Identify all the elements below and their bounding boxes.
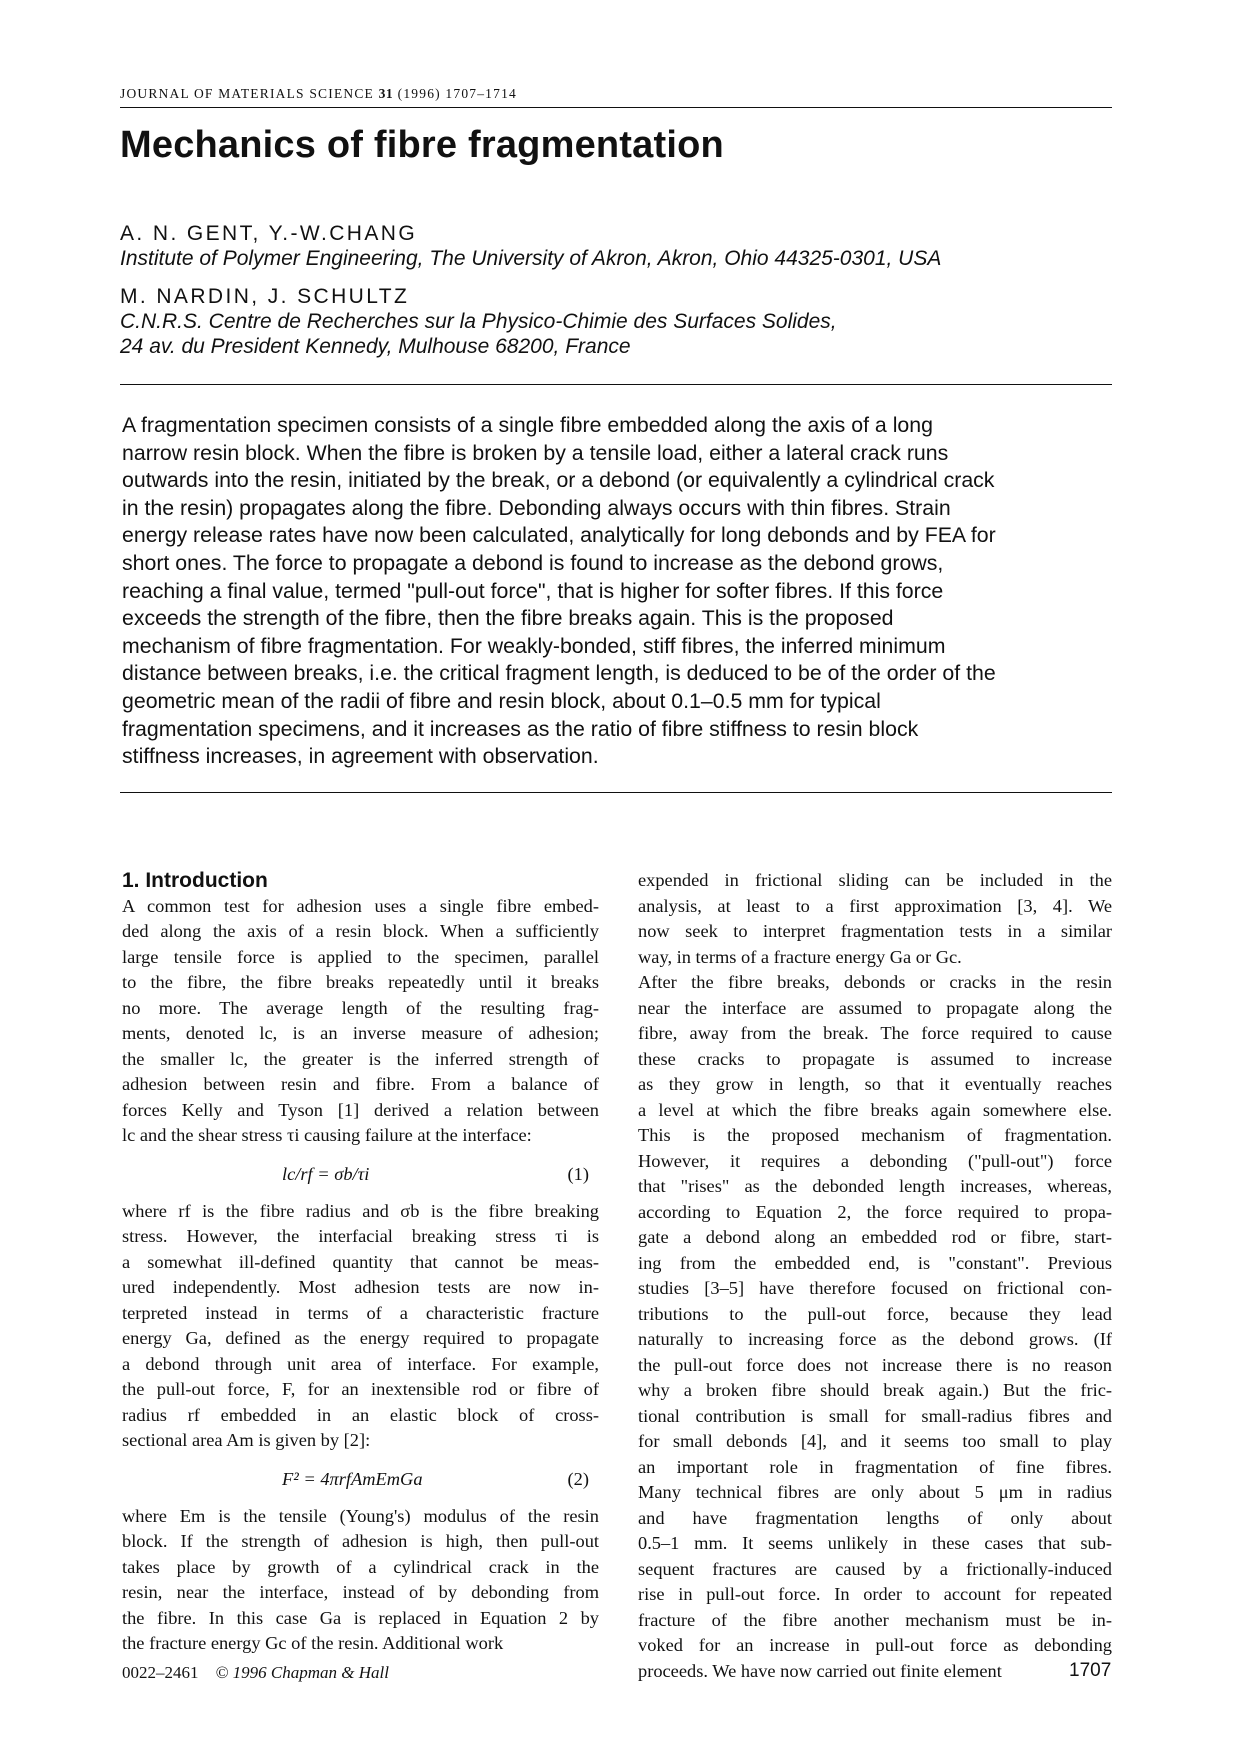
abstract-line: energy release rates have now been calculated, analytically for long debonds and by FEA for — [122, 523, 996, 548]
left-column — [122, 868, 599, 1657]
body-text-line: rise in pull-out force. In order to account for repeated — [638, 1584, 1112, 1604]
body-text-line: these cracks to propagate is assumed to increase — [638, 1048, 1112, 1069]
equation-1-expression: lc/rf = σb/τi — [282, 1163, 370, 1184]
footer-code: 0022–2461 — [122, 1663, 199, 1682]
body-text-line: sectional area Am is given by [2]: — [122, 1430, 371, 1450]
equation-1-number: (1) — [567, 1163, 589, 1184]
body-text-line: an important role in fragmentation of fine fibres. — [638, 1456, 1112, 1477]
body-text-line: Many technical fibres are only about 5 μm in radius — [638, 1482, 1112, 1502]
right-column — [638, 868, 1112, 1684]
journal-volume: 31 — [378, 86, 394, 101]
affiliation-1-line-1: Institute of Polymer Engineering, The University of Akron, Akron, Ohio 44325-0301, USA — [120, 247, 942, 270]
body-text-line: where Em is the tensile (Young's) modulus of the resin — [122, 1505, 599, 1526]
paper-title: Mechanics of fibre fragmentation — [120, 124, 724, 166]
abstract-line: in the resin) propagates along the fibre. Debonding always occurs with thin fibres. Strain — [122, 495, 951, 520]
journal-header — [120, 86, 517, 102]
body-text-line: ing from the embedded end, is "constant". Previous — [638, 1252, 1112, 1273]
journal-year-pages: (1996) 1707–1714 — [397, 86, 517, 101]
body-text-line: a debond through unit area of interface. For example, — [122, 1353, 599, 1374]
page-number: 1707 — [1069, 1660, 1112, 1681]
body-text-line: fracture of the fibre another mechanism must be in- — [638, 1609, 1112, 1630]
body-text-line: to the fibre, the fibre breaks repeatedly until it breaks — [122, 972, 599, 992]
body-text-line: for small debonds [4], and it seems too small to play — [638, 1431, 1112, 1451]
body-text-line: energy Ga, defined as the energy required to propagate — [122, 1328, 599, 1348]
body-text-line: radius rf embedded in an elastic block of cross- — [122, 1404, 599, 1425]
body-text-line: the fibre. In this case Ga is replaced in Equation 2 by — [122, 1607, 599, 1628]
body-text-line: analysis, at least to a first approximation [3, 4]. We — [638, 895, 1112, 916]
body-text-line: way, in terms of a fracture energy Ga or Gc. — [638, 946, 962, 967]
body-text-line: a level at which the fibre breaks again somewhere else. — [638, 1099, 1112, 1120]
body-text-line: and have fragmentation lengths of only about — [638, 1507, 1112, 1528]
body-text-line: proceeds. We have now carried out finite element — [638, 1660, 1002, 1681]
abstract-line: outwards into the resin, initiated by the break, or a debond (or equivalently a cylindrical crack — [122, 468, 995, 493]
abstract-line: geometric mean of the radii of fibre and resin block, about 0.1–0.5 mm for typical — [122, 688, 881, 713]
body-text-line: lc and the shear stress τi causing failure at the interface: — [122, 1125, 532, 1145]
body-text-line: This is the proposed mechanism of fragmentation. — [638, 1125, 1112, 1145]
body-text-line: tional contribution is small for small-radius fibres and — [638, 1405, 1112, 1426]
abstract-top-rule — [120, 384, 1112, 385]
body-text-line: block. If the strength of adhesion is high, then pull-out — [122, 1531, 599, 1551]
body-text-line: stress. However, the interfacial breaking stress τi is — [122, 1226, 599, 1246]
body-text-line: that "rises" as the debonded length increases, whereas, — [638, 1176, 1112, 1196]
author-group-2: M. NARDIN, J. SCHULTZ — [120, 285, 410, 308]
body-text-line: ded along the axis of a resin block. When a sufficiently — [122, 921, 599, 941]
equation-2-number: (2) — [567, 1468, 589, 1489]
body-text-line: However, it requires a debonding ("pull-out") force — [638, 1150, 1112, 1171]
footer-issn — [122, 1663, 389, 1683]
affiliation-2-line-2: 24 av. du President Kennedy, Mulhouse 68200, France — [120, 335, 631, 358]
body-text-line: A common test for adhesion uses a single fibre embed- — [122, 895, 599, 916]
body-text-line: expended in frictional sliding can be included in the — [638, 870, 1112, 890]
body-text-line: ments, denoted lc, is an inverse measure of adhesion; — [122, 1023, 599, 1043]
body-text-line: fibre, away from the break. The force required to cause — [638, 1023, 1112, 1043]
equation-2-expression: F² = 4πrfAmEmGa — [282, 1468, 423, 1489]
abstract-line: exceeds the strength of the fibre, then the fibre breaks again. This is the proposed — [122, 606, 894, 631]
abstract-line: fragmentation specimens, and it increases as the ratio of fibre stiffness to resin block — [122, 716, 919, 741]
body-text-line: near the interface are assumed to propagate along the — [638, 997, 1112, 1018]
abstract-line: mechanism of fibre fragmentation. For weakly-bonded, stiff fibres, the inferred minimum — [122, 633, 946, 658]
body-text-line: the fracture energy Gc of the resin. Additional work — [122, 1633, 504, 1653]
body-text-line: studies [3–5] have therefore focused on frictional con- — [638, 1278, 1112, 1298]
body-text-line: a somewhat ill-defined quantity that cannot be meas- — [122, 1251, 599, 1272]
affiliation-2-line-1: C.N.R.S. Centre de Recherches sur la Physico-Chimie des Surfaces Solides, — [120, 310, 837, 333]
abstract-bottom-rule — [120, 792, 1112, 793]
body-text-line: large tensile force is applied to the specimen, parallel — [122, 946, 599, 967]
abstract-line: reaching a final value, termed "pull-out force", that is higher for softer fibres. If this force — [122, 578, 944, 603]
body-text-line: adhesion between resin and fibre. From a balance of — [122, 1074, 599, 1094]
body-text-line: no more. The average length of the resulting frag- — [122, 997, 599, 1018]
body-text-line: 0.5–1 mm. It seems unlikely in these cases that sub- — [638, 1533, 1112, 1553]
header-rule — [120, 107, 1112, 108]
abstract-line: A fragmentation specimen consists of a single fibre embedded along the axis of a long — [122, 413, 933, 437]
body-text-line: resin, near the interface, instead of by debonding from — [122, 1582, 599, 1602]
author-group-1: A. N. GENT, Y.-W.CHANG — [120, 222, 418, 245]
body-text-line: naturally to increasing force as the debond grows. (If — [638, 1329, 1112, 1349]
body-text-line: the pull-out force does not increase there is no reason — [638, 1354, 1112, 1375]
equation-2 — [122, 1454, 599, 1504]
abstract — [122, 412, 1112, 771]
body-text-line: now seek to interpret fragmentation tests in a similar — [638, 921, 1112, 941]
body-text-line: After the fibre breaks, debonds or cracks in the resin — [638, 972, 1112, 992]
body-text-line: gate a debond along an embedded rod or fibre, start- — [638, 1227, 1112, 1247]
body-text-line: takes place by growth of a cylindrical crack in the — [122, 1556, 599, 1577]
body-text-line: the pull-out force, F, for an inextensible rod or fibre of — [122, 1379, 599, 1399]
abstract-line: narrow resin block. When the fibre is broken by a tensile load, either a lateral crack runs — [122, 440, 949, 465]
body-text-line: why a broken fibre should break again.) But the fric- — [638, 1380, 1112, 1400]
section-heading: 1. Introduction — [122, 869, 268, 892]
body-text-line: terpreted instead in terms of a characteristic fracture — [122, 1302, 599, 1323]
body-text-line: forces Kelly and Tyson [1] derived a relation between — [122, 1099, 599, 1120]
body-text-line: the smaller lc, the greater is the inferred strength of — [122, 1048, 599, 1069]
body-text-line: sequent fractures are caused by a frictionally-induced — [638, 1558, 1112, 1579]
body-text-line: according to Equation 2, the force required to propa- — [638, 1201, 1112, 1222]
footer-copyright: © 1996 Chapman & Hall — [215, 1663, 389, 1682]
abstract-line: stiffness increases, in agreement with observation. — [122, 744, 599, 769]
abstract-line: short ones. The force to propagate a debond is found to increase as the debond grows, — [122, 550, 944, 575]
equation-1 — [122, 1149, 599, 1199]
body-text-line: voked for an increase in pull-out force as debonding — [638, 1635, 1112, 1655]
body-text-line: where rf is the fibre radius and σb is the fibre breaking — [122, 1200, 599, 1221]
abstract-line: distance between breaks, i.e. the critical fragment length, is deduced to be of the order of the — [122, 661, 996, 686]
body-text-line: tributions to the pull-out force, because they lead — [638, 1303, 1112, 1324]
journal-name: JOURNAL OF MATERIALS SCIENCE — [120, 86, 374, 101]
body-text-line: ured independently. Most adhesion tests are now in- — [122, 1277, 599, 1297]
body-text-line: as they grow in length, so that it eventually reaches — [638, 1074, 1112, 1094]
